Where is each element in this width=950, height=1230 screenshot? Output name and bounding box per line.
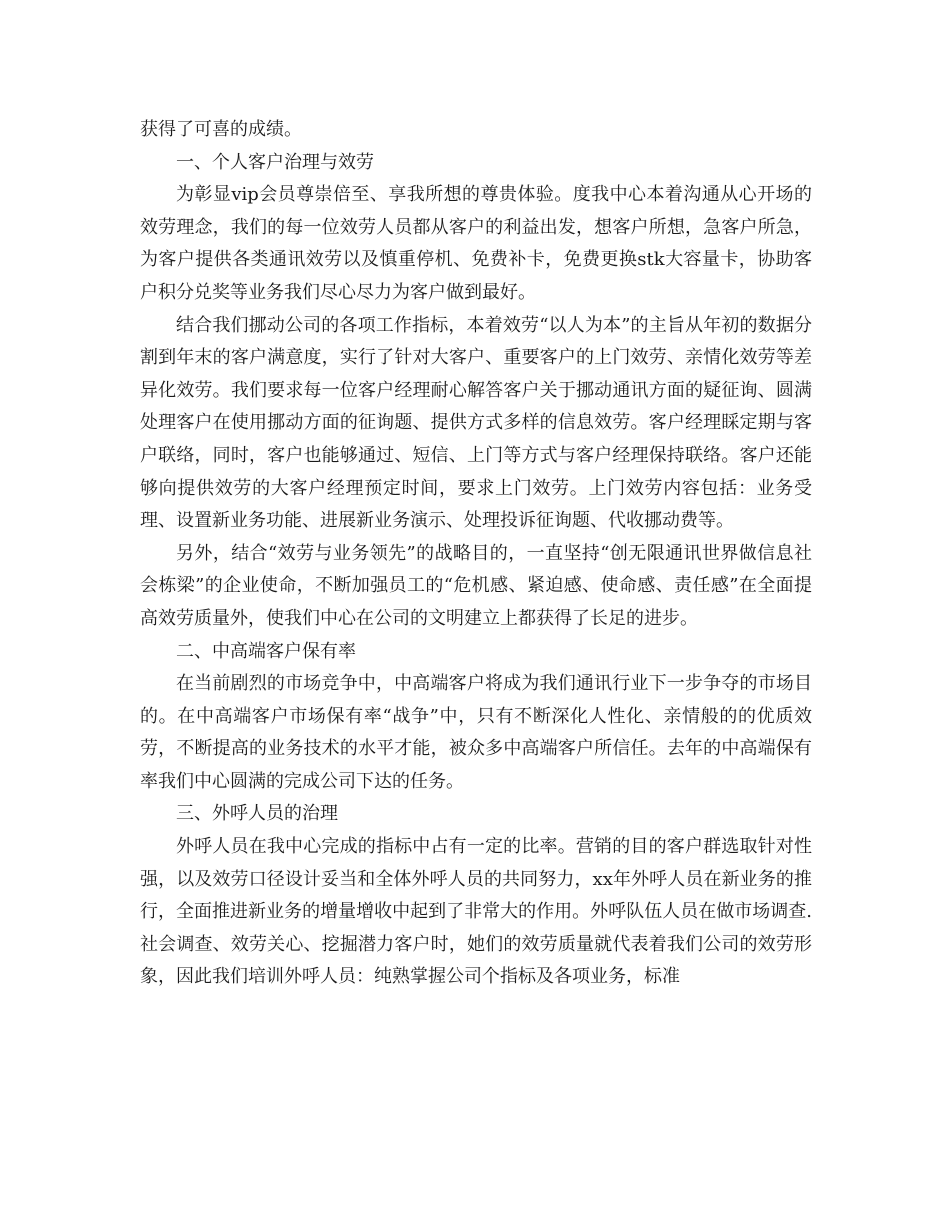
section-heading: 二、中高端客户保有率 — [176, 640, 356, 662]
paragraph: 另外，结合“效劳与业务领先”的战略目的，一直坚持“创无限通讯世界做信息社会栋梁”的企业使命，不断加强员工的“危机感、紧迫感、使命感、责任感”在全面提高效劳质量外，使我们中心在公司的文明建立上都获得了长足的进步。 — [140, 542, 812, 629]
section-heading: 三、外呼人员的治理 — [176, 803, 338, 825]
document-body — [140, 114, 812, 994]
paragraph: 结合我们挪动公司的各项工作指标，本着效劳“以人为本”的主旨从年初的数据分割到年末的客户满意度，实行了针对大客户、重要客户的上门效劳、亲情化效劳等差异化效劳。我们要求每一位客户经理耐心解答客户关于挪动通讯方面的疑征询、圆满处理客户在使用挪动方面的征询题、提供方式多样的信息效劳。客户经理睬定期与客户联络，同时，客户也能够通过、短信、上门等方式与客户经理保持联络。客户还能够向提供效劳的大客户经理预定时间，要求上门效劳。上门效劳内容包括：业务受理、设置新业务功能、进展新业务演示、处理投诉征询题、代收挪动费等。 — [140, 314, 812, 532]
paragraph: 外呼人员在我中心完成的指标中占有一定的比率。营销的目的客户群选取针对性强，以及效劳口径设计妥当和全体外呼人员的共同努力，xx年外呼人员在新业务的推行，全面推进新业务的增量增收中起到了非常大的作用。外呼队伍人员在做市场调查.社会调查、效劳关心、挖掘潜力客户时，她们的效劳质量就代表着我们公司的效劳形象，因此我们培训外呼人员：纯熟掌握公司个指标及各项业务，标准 — [140, 836, 812, 988]
paragraph: 获得了可喜的成绩。 — [140, 119, 302, 140]
paragraph: 在当前剧烈的市场竞争中，中高端客户将成为我们通讯行业下一步争夺的市场目的。在中高端客户市场保有率“战争”中，只有不断深化人性化、亲情般的的优质效劳，不断提高的业务技术的水平才能，被众多中高端客户所信任。去年的中高端保有率我们中心圆满的完成公司下达的任务。 — [140, 673, 812, 792]
paragraph: 为彰显vip会员尊崇倍至、享我所想的尊贵体验。度我中心本着沟通从心开场的效劳理念，我们的每一位效劳人员都从客户的利益出发，想客户所想，急客户所急，为客户提供各类通讯效劳以及慎重停机、免费补卡，免费更换stk大容量卡，协助客户积分兑奖等业务我们尽心尽力为客户做到最好。 — [140, 184, 812, 303]
section-heading: 一、个人客户治理与效劳 — [176, 151, 374, 173]
